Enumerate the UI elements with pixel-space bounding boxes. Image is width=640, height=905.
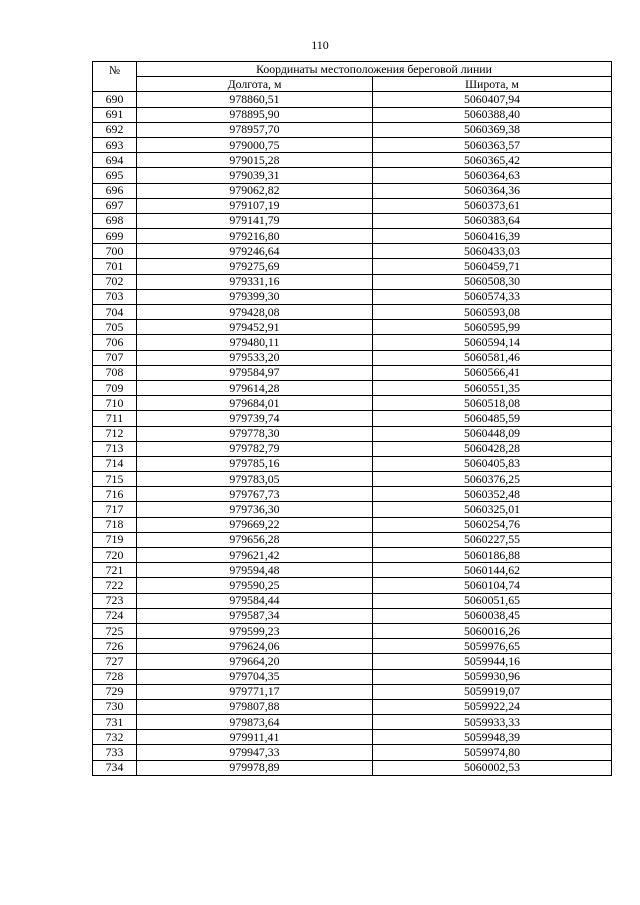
longitude-cell: 979275,69 xyxy=(137,259,373,274)
point-number-cell: 720 xyxy=(93,548,137,563)
longitude-cell: 978860,51 xyxy=(137,92,373,107)
latitude-cell: 5060574,33 xyxy=(373,289,612,304)
latitude-cell: 5059919,07 xyxy=(373,684,612,699)
longitude-cell: 979039,31 xyxy=(137,168,373,183)
table-row xyxy=(93,472,612,487)
latitude-cell: 5060518,08 xyxy=(373,396,612,411)
longitude-cell: 979978,89 xyxy=(137,760,373,775)
longitude-cell: 979783,05 xyxy=(137,472,373,487)
latitude-cell: 5060369,38 xyxy=(373,122,612,137)
point-number-cell: 730 xyxy=(93,699,137,714)
longitude-cell: 979107,19 xyxy=(137,198,373,213)
point-number-cell: 733 xyxy=(93,745,137,760)
point-number-cell: 709 xyxy=(93,380,137,395)
point-number-cell: 707 xyxy=(93,350,137,365)
point-number-cell: 727 xyxy=(93,654,137,669)
point-number-cell: 726 xyxy=(93,639,137,654)
point-number-cell: 691 xyxy=(93,107,137,122)
longitude-cell: 979533,20 xyxy=(137,350,373,365)
longitude-cell: 979614,28 xyxy=(137,380,373,395)
number-column-header: № xyxy=(93,62,137,92)
longitude-cell: 979664,20 xyxy=(137,654,373,669)
longitude-cell: 979807,88 xyxy=(137,699,373,714)
table-row xyxy=(93,517,612,532)
table-row xyxy=(93,305,612,320)
table-row xyxy=(93,532,612,547)
table-row xyxy=(93,608,612,623)
table-row xyxy=(93,715,612,730)
point-number-cell: 729 xyxy=(93,684,137,699)
table-row xyxy=(93,684,612,699)
latitude-cell: 5060388,40 xyxy=(373,107,612,122)
table-row xyxy=(93,229,612,244)
longitude-cell: 979684,01 xyxy=(137,396,373,411)
table-row xyxy=(93,669,612,684)
longitude-cell: 979428,08 xyxy=(137,305,373,320)
latitude-cell: 5060373,61 xyxy=(373,198,612,213)
longitude-cell: 979873,64 xyxy=(137,715,373,730)
point-number-cell: 731 xyxy=(93,715,137,730)
header-row-bottom xyxy=(93,77,612,92)
point-number-cell: 693 xyxy=(93,137,137,152)
latitude-cell: 5059974,80 xyxy=(373,745,612,760)
latitude-cell: 5060595,99 xyxy=(373,320,612,335)
point-number-cell: 721 xyxy=(93,563,137,578)
point-number-cell: 728 xyxy=(93,669,137,684)
point-number-cell: 722 xyxy=(93,578,137,593)
latitude-cell: 5060144,62 xyxy=(373,563,612,578)
longitude-cell: 979587,34 xyxy=(137,608,373,623)
table-row xyxy=(93,548,612,563)
point-number-cell: 697 xyxy=(93,198,137,213)
longitude-cell: 979767,73 xyxy=(137,487,373,502)
longitude-cell: 979621,42 xyxy=(137,548,373,563)
point-number-cell: 717 xyxy=(93,502,137,517)
point-number-cell: 710 xyxy=(93,396,137,411)
header-row-top xyxy=(93,62,612,77)
longitude-cell: 979584,97 xyxy=(137,365,373,380)
table-row xyxy=(93,213,612,228)
table-row xyxy=(93,289,612,304)
longitude-cell: 979669,22 xyxy=(137,517,373,532)
table-row xyxy=(93,502,612,517)
longitude-cell: 979704,35 xyxy=(137,669,373,684)
point-number-cell: 732 xyxy=(93,730,137,745)
table-row xyxy=(93,563,612,578)
latitude-cell: 5060186,88 xyxy=(373,548,612,563)
longitude-cell: 978957,70 xyxy=(137,122,373,137)
latitude-cell: 5060433,03 xyxy=(373,244,612,259)
table-row xyxy=(93,396,612,411)
latitude-cell: 5059933,33 xyxy=(373,715,612,730)
table-row xyxy=(93,699,612,714)
latitude-cell: 5059930,96 xyxy=(373,669,612,684)
table-row xyxy=(93,426,612,441)
table-row xyxy=(93,578,612,593)
longitude-column-header: Долгота, м xyxy=(137,77,373,92)
latitude-cell: 5059948,39 xyxy=(373,730,612,745)
longitude-cell: 979736,30 xyxy=(137,502,373,517)
longitude-cell: 979452,91 xyxy=(137,320,373,335)
point-number-cell: 695 xyxy=(93,168,137,183)
point-number-cell: 725 xyxy=(93,623,137,638)
latitude-cell: 5060448,09 xyxy=(373,426,612,441)
latitude-cell: 5060104,74 xyxy=(373,578,612,593)
point-number-cell: 708 xyxy=(93,365,137,380)
table-row xyxy=(93,441,612,456)
point-number-cell: 712 xyxy=(93,426,137,441)
longitude-cell: 979782,79 xyxy=(137,441,373,456)
latitude-cell: 5060038,45 xyxy=(373,608,612,623)
point-number-cell: 713 xyxy=(93,441,137,456)
point-number-cell: 715 xyxy=(93,472,137,487)
latitude-column-header: Широта, м xyxy=(373,77,612,92)
point-number-cell: 694 xyxy=(93,153,137,168)
table-row xyxy=(93,593,612,608)
page-number: 110 xyxy=(311,38,329,52)
latitude-cell: 5060363,57 xyxy=(373,137,612,152)
latitude-cell: 5060459,71 xyxy=(373,259,612,274)
coordinates-group-header: Координаты местоположения береговой линии xyxy=(137,62,612,77)
latitude-cell: 5060566,41 xyxy=(373,365,612,380)
latitude-cell: 5059922,24 xyxy=(373,699,612,714)
point-number-cell: 711 xyxy=(93,411,137,426)
latitude-cell: 5060405,83 xyxy=(373,456,612,471)
table-row xyxy=(93,320,612,335)
longitude-cell: 979594,48 xyxy=(137,563,373,578)
longitude-cell: 979216,80 xyxy=(137,229,373,244)
table-row xyxy=(93,168,612,183)
point-number-cell: 706 xyxy=(93,335,137,350)
table-row xyxy=(93,456,612,471)
point-number-cell: 702 xyxy=(93,274,137,289)
table-row xyxy=(93,274,612,289)
table-row xyxy=(93,623,612,638)
point-number-cell: 704 xyxy=(93,305,137,320)
latitude-cell: 5060551,35 xyxy=(373,380,612,395)
latitude-cell: 5060365,42 xyxy=(373,153,612,168)
latitude-cell: 5060594,14 xyxy=(373,335,612,350)
longitude-cell: 979000,75 xyxy=(137,137,373,152)
table-row xyxy=(93,198,612,213)
table-row xyxy=(93,335,612,350)
point-number-cell: 692 xyxy=(93,122,137,137)
longitude-cell: 979062,82 xyxy=(137,183,373,198)
longitude-cell: 979399,30 xyxy=(137,289,373,304)
latitude-cell: 5060508,30 xyxy=(373,274,612,289)
longitude-cell: 979947,33 xyxy=(137,745,373,760)
latitude-cell: 5060325,01 xyxy=(373,502,612,517)
point-number-cell: 701 xyxy=(93,259,137,274)
latitude-cell: 5060428,28 xyxy=(373,441,612,456)
table-row xyxy=(93,107,612,122)
latitude-cell: 5060002,53 xyxy=(373,760,612,775)
longitude-cell: 979771,17 xyxy=(137,684,373,699)
latitude-cell: 5060352,48 xyxy=(373,487,612,502)
longitude-cell: 979480,11 xyxy=(137,335,373,350)
latitude-cell: 5060227,55 xyxy=(373,532,612,547)
table-row xyxy=(93,153,612,168)
latitude-cell: 5060364,36 xyxy=(373,183,612,198)
point-number-cell: 703 xyxy=(93,289,137,304)
latitude-cell: 5060254,76 xyxy=(373,517,612,532)
longitude-cell: 979584,44 xyxy=(137,593,373,608)
table-row xyxy=(93,244,612,259)
longitude-cell: 979141,79 xyxy=(137,213,373,228)
table-row xyxy=(93,654,612,669)
table-header xyxy=(93,62,612,92)
longitude-cell: 979246,64 xyxy=(137,244,373,259)
longitude-cell: 979624,06 xyxy=(137,639,373,654)
longitude-cell: 979590,25 xyxy=(137,578,373,593)
latitude-cell: 5060016,26 xyxy=(373,623,612,638)
table-row xyxy=(93,92,612,107)
latitude-cell: 5060364,63 xyxy=(373,168,612,183)
longitude-cell: 979015,28 xyxy=(137,153,373,168)
table-row xyxy=(93,122,612,137)
point-number-cell: 723 xyxy=(93,593,137,608)
latitude-cell: 5059976,65 xyxy=(373,639,612,654)
latitude-cell: 5060376,25 xyxy=(373,472,612,487)
point-number-cell: 705 xyxy=(93,320,137,335)
table-row xyxy=(93,365,612,380)
latitude-cell: 5060593,08 xyxy=(373,305,612,320)
point-number-cell: 719 xyxy=(93,532,137,547)
point-number-cell: 714 xyxy=(93,456,137,471)
latitude-cell: 5060051,65 xyxy=(373,593,612,608)
longitude-cell: 979911,41 xyxy=(137,730,373,745)
point-number-cell: 698 xyxy=(93,213,137,228)
latitude-cell: 5059944,16 xyxy=(373,654,612,669)
latitude-cell: 5060407,94 xyxy=(373,92,612,107)
point-number-cell: 716 xyxy=(93,487,137,502)
latitude-cell: 5060581,46 xyxy=(373,350,612,365)
table-row xyxy=(93,730,612,745)
table-row xyxy=(93,760,612,775)
longitude-cell: 979331,16 xyxy=(137,274,373,289)
table-row xyxy=(93,487,612,502)
latitude-cell: 5060416,39 xyxy=(373,229,612,244)
longitude-cell: 979739,74 xyxy=(137,411,373,426)
table-row xyxy=(93,183,612,198)
point-number-cell: 724 xyxy=(93,608,137,623)
point-number-cell: 699 xyxy=(93,229,137,244)
table-row xyxy=(93,639,612,654)
longitude-cell: 979778,30 xyxy=(137,426,373,441)
point-number-cell: 696 xyxy=(93,183,137,198)
point-number-cell: 690 xyxy=(93,92,137,107)
latitude-cell: 5060383,64 xyxy=(373,213,612,228)
point-number-cell: 718 xyxy=(93,517,137,532)
table-row xyxy=(93,137,612,152)
coordinates-table xyxy=(92,61,612,776)
table-row xyxy=(93,411,612,426)
longitude-cell: 979785,16 xyxy=(137,456,373,471)
point-number-cell: 734 xyxy=(93,760,137,775)
longitude-cell: 978895,90 xyxy=(137,107,373,122)
table-row xyxy=(93,350,612,365)
table-row xyxy=(93,380,612,395)
table-body xyxy=(93,92,612,775)
point-number-cell: 700 xyxy=(93,244,137,259)
longitude-cell: 979656,28 xyxy=(137,532,373,547)
longitude-cell: 979599,23 xyxy=(137,623,373,638)
latitude-cell: 5060485,59 xyxy=(373,411,612,426)
table-row xyxy=(93,745,612,760)
table-row xyxy=(93,259,612,274)
